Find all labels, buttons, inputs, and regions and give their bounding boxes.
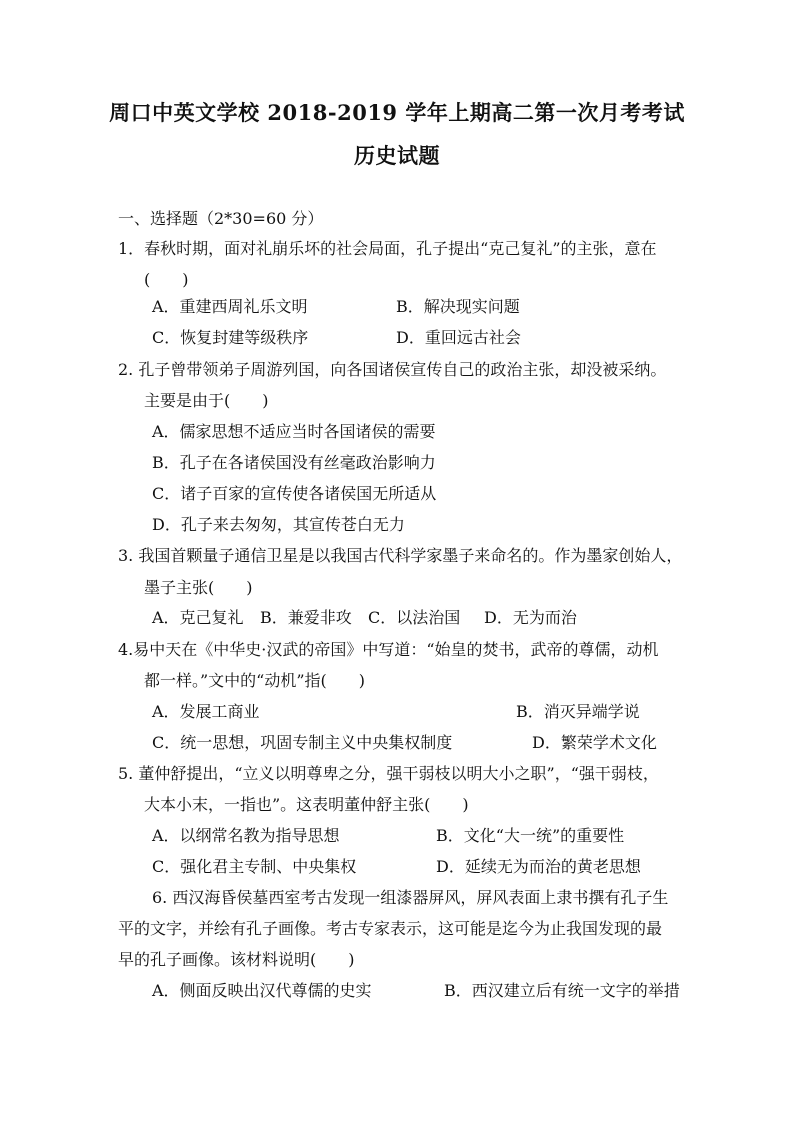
question-5-line-2: 大本小末，一指也”。这表明董仲舒主张( )	[144, 795, 469, 814]
question-4-option-a: A．发展工商业	[152, 702, 260, 721]
question-5-option-b: B．文化“大一统”的重要性	[436, 826, 625, 845]
question-3-line-1: 3. 我国首颗量子通信卫星是以我国古代科学家墨子来命名的。作为墨家创始人，	[118, 546, 683, 565]
question-3-option-d: D．无为而治	[484, 608, 577, 627]
question-4-option-d: D．繁荣学术文化	[532, 733, 657, 752]
question-6-line-1: 6. 西汉海昏侯墓西室考古发现一组漆器屏风，屏风表面上隶书撰有孔子生	[152, 888, 669, 907]
question-1-option-d: D．重回远古社会	[396, 328, 521, 347]
question-3-line-2: 墨子主张( )	[144, 578, 253, 597]
question-3-option-b: B．兼爱非攻	[260, 608, 352, 627]
question-6-option-a: A．侧面反映出汉代尊儒的史实	[152, 981, 372, 1000]
question-2-option-a: A．儒家思想不适应当时各国诸侯的需要	[152, 422, 436, 441]
question-2-option-b: B．孔子在各诸侯国没有丝毫政治影响力	[152, 453, 436, 472]
question-5-option-c: C．强化君主专制、中央集权	[152, 857, 357, 876]
question-1-option-b: B．解决现实问题	[396, 297, 520, 316]
question-5-line-1: 5. 董仲舒提出，“立义以明尊卑之分，强干弱枝以明大小之职”，“强干弱枝，	[118, 764, 659, 783]
question-4-option-c: C．统一思想，巩固专制主义中央集权制度	[152, 733, 453, 752]
question-2-option-d: D．孔子来去匆匆，其宣传苍白无力	[152, 515, 405, 534]
question-2-line-2: 主要是由于( )	[144, 391, 269, 410]
question-1-option-a: A．重建西周礼乐文明	[152, 297, 308, 316]
question-1-option-c: C．恢复封建等级秩序	[152, 328, 309, 347]
question-5-option-a: A．以纲常名教为指导思想	[152, 826, 340, 845]
question-4-line-2: 都一样。”文中的“动机”指( )	[144, 671, 366, 690]
question-6-line-3: 早的孔子画像。该材料说明( )	[118, 950, 355, 969]
question-2-option-c: C．诸子百家的宣传使各诸侯国无所适从	[152, 484, 437, 503]
question-2-line-1: 2. 孔子曾带领弟子周游列国，向各国诸侯宣传自己的政治主张，却没被采纳。	[118, 360, 667, 379]
question-3-option-a: A．克己复礼	[152, 608, 244, 627]
question-3-option-c: C．以法治国	[368, 608, 461, 627]
question-4-option-b: B．消灭异端学说	[516, 702, 640, 721]
exam-title: 周口中英文学校 2018-2019 学年上期高二第一次月考考试	[109, 100, 685, 125]
section-heading: 一、选择题（2*30=60 分）	[118, 209, 324, 228]
question-1-line-1: 1．春秋时期，面对礼崩乐坏的社会局面，孔子提出“克己复礼”的主张，意在	[118, 239, 657, 258]
exam-subtitle: 历史试题	[354, 143, 440, 168]
question-6-option-b: B．西汉建立后有统一文字的举措	[444, 981, 680, 1000]
question-4-line-1: 4.易中天在《中华史·汉武的帝国》中写道：“始皇的焚书，武帝的尊儒，动机	[118, 640, 659, 659]
question-5-option-d: D．延续无为而治的黄老思想	[436, 857, 641, 876]
question-1-line-2: ( )	[144, 270, 189, 289]
question-6-line-2: 平的文字，并绘有孔子画像。考古专家表示，这可能是迄今为止我国发现的最	[118, 919, 663, 938]
